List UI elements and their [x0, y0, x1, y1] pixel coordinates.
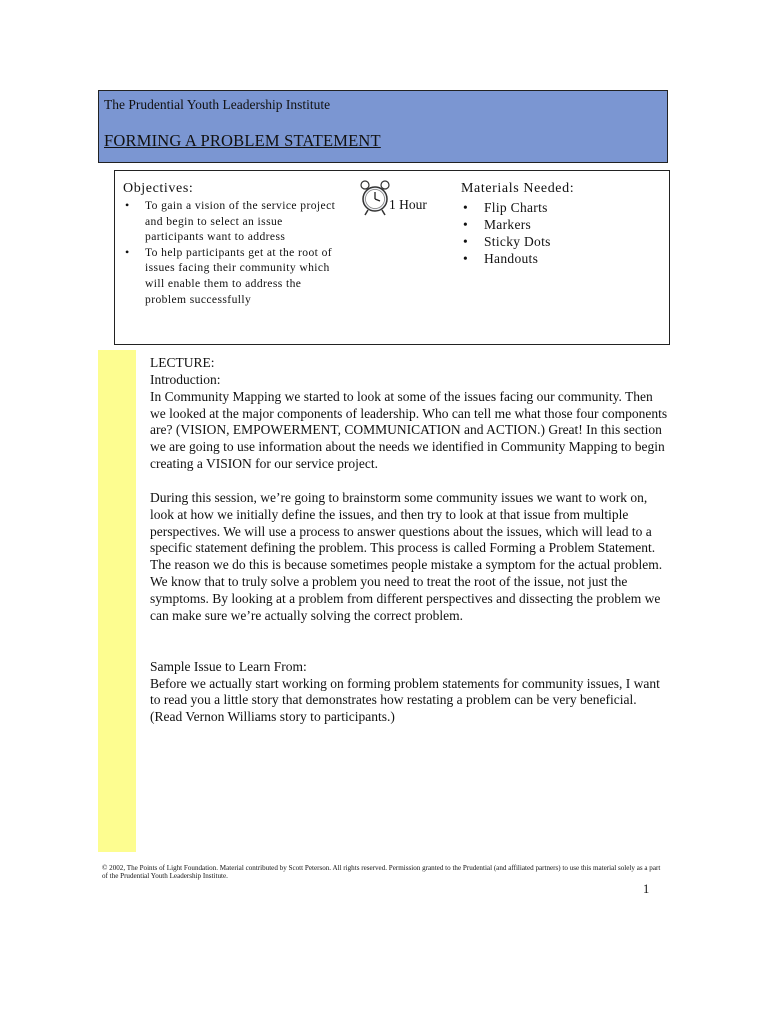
info-box	[114, 170, 670, 345]
material-item: • Markers	[461, 216, 551, 233]
alarm-clock-icon	[359, 179, 391, 217]
lecture-heading: LECTURE:	[150, 355, 215, 370]
material-item: • Handouts	[461, 250, 551, 267]
objectives-list	[123, 198, 343, 307]
sample-issue-heading: Sample Issue to Learn From:	[150, 658, 307, 674]
material-item: • Flip Charts	[461, 199, 551, 216]
session-paragraph: During this session, we’re going to brainstorm some community issues we want to work on, look at how we initially define the issues, and then try to look at that issue from multiple perspectives. We will use a process to answer questions about the issues, which will lead to a specific statement defining the problem. This process is called Forming a Problem Statement. The reason we do this is because sometimes people mistake a symptom for the actual problem. We know that to truly solve a problem you need to treat the root of the issue, not just the symptoms. By looking at a problem from different perspectives and dissecting the problem we can make sure we’re actually solving the correct problem.	[150, 489, 663, 623]
introduction-heading: Introduction:	[150, 371, 221, 387]
introduction-paragraph: In Community Mapping we started to look at some of the issues facing our community. Then we looked at the major components of leadership. Who can tell me what those four components are? (VISION, EMPOWERMENT, COMMUNICATION and ACTION.) Great! In this section we are going to use information about the needs we identified in Community Mapping to begin creating a VISION for our service project.	[150, 388, 668, 472]
material-item: • Sticky Dots	[461, 233, 551, 250]
organization-name: The Prudential Youth Leadership Institute	[104, 97, 331, 112]
duration-label: 1 Hour	[389, 197, 427, 212]
page-number: 1	[643, 882, 650, 896]
objective-item: • To gain a vision of the service project and begin to select an issue participants want to address	[123, 198, 343, 245]
objectives-heading: Objectives:	[123, 181, 194, 196]
header-banner	[98, 90, 668, 163]
page-title: FORMING A PROBLEM STATEMENT	[104, 131, 381, 150]
lecture-section	[150, 355, 668, 726]
materials-list	[461, 199, 551, 267]
sample-issue-paragraph: Before we actually start working on forming problem statements for community issues, I want to read you a little story that demonstrates how restating a problem can be very beneficial. (Read Vernon Williams story to participants.)	[150, 675, 660, 725]
materials-heading: Materials Needed:	[461, 181, 575, 196]
copyright-footer: © 2002, The Points of Light Foundation. Material contributed by Scott Peterson. All rights reserved. Permission granted to the Prudential (and affiliated partners) to use this material solely as a part of the Prudential Youth Leadership Institute.	[102, 864, 661, 881]
sidebar-highlight-bar	[98, 350, 136, 852]
objective-item: • To help participants get at the root of issues facing their community which will enable them to address the problem successfully	[123, 245, 343, 307]
